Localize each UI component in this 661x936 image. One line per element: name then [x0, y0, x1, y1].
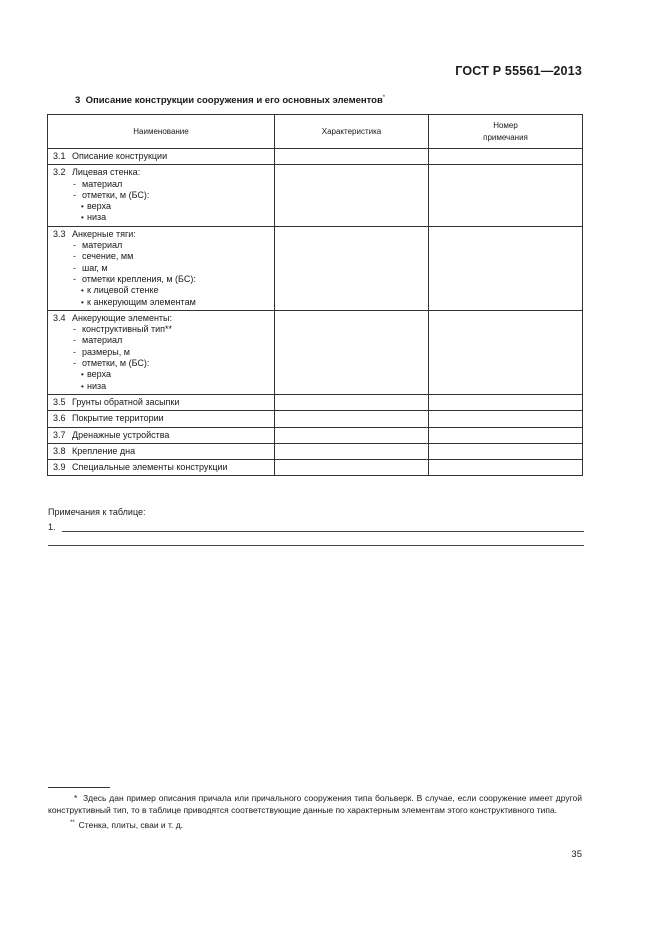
- footnote-rule: [48, 787, 110, 788]
- cell-note-number: [429, 149, 583, 165]
- section-title: [75, 95, 385, 106]
- cell-characteristic: [275, 165, 429, 226]
- row-title: Грунты обратной засыпки: [72, 396, 180, 407]
- subitem-text: отметки, м (БС):: [82, 358, 150, 369]
- cell-note-number: [429, 443, 583, 459]
- subitem-text: низа: [87, 380, 107, 391]
- cell-note-number: [429, 310, 583, 394]
- header-characteristic: Характеристика: [275, 115, 429, 149]
- cell-characteristic: [275, 149, 429, 165]
- subitem-text: низа: [87, 212, 107, 223]
- cell-characteristic: [275, 226, 429, 310]
- cell-note-number: [429, 165, 583, 226]
- dash-marker: -: [73, 262, 76, 273]
- dash-marker: -: [73, 346, 76, 357]
- note-line-2: [48, 545, 584, 546]
- notes-label: Примечания к таблице:: [48, 507, 146, 517]
- row-title: Крепление дна: [72, 445, 136, 456]
- row-subitem: [53, 212, 270, 223]
- row-title: Анкерные тяги:: [72, 228, 136, 239]
- row-subitem: [53, 263, 270, 274]
- subitem-text: сечение, мм: [82, 251, 134, 262]
- header-name: Наименование: [48, 115, 275, 149]
- row-title: Анкерующие элементы:: [72, 312, 173, 323]
- dash-marker: -: [73, 358, 76, 369]
- bullet-marker: •: [81, 370, 84, 380]
- table-row: [48, 165, 583, 226]
- row-subitem: [53, 251, 270, 262]
- dash-marker: -: [73, 251, 76, 262]
- subitem-text: отметки крепления, м (БС):: [82, 273, 196, 284]
- subitem-text: к лицевой стенке: [87, 285, 159, 296]
- row-subitem: [53, 297, 270, 308]
- table-row: [48, 310, 583, 394]
- note-line-1: [62, 531, 584, 532]
- row-subitem: [53, 201, 270, 212]
- subitem-text: к анкерующим элементам: [87, 296, 196, 307]
- row-number: 3.4: [53, 312, 66, 323]
- footnote-1: [48, 792, 582, 816]
- section-footnote-mark: *: [382, 95, 386, 101]
- description-table: [47, 114, 583, 476]
- row-subitem: [53, 358, 270, 369]
- table-row: [48, 394, 583, 410]
- subitem-text: материал: [82, 178, 123, 189]
- document-code: ГОСТ Р 55561—2013: [455, 64, 582, 78]
- cell-name: [48, 149, 275, 165]
- cell-characteristic: [275, 427, 429, 443]
- cell-note-number: [429, 427, 583, 443]
- row-number: 3.2: [53, 167, 66, 178]
- cell-characteristic: [275, 460, 429, 476]
- row-subitem: [53, 240, 270, 251]
- subitem-text: верха: [87, 369, 111, 380]
- dash-marker: -: [73, 324, 76, 335]
- row-title: Специальные элементы конструкции: [72, 462, 228, 473]
- cell-note-number: [429, 226, 583, 310]
- row-subitem: [53, 274, 270, 285]
- dash-marker: -: [73, 189, 76, 200]
- subitem-text: отметки, м (БС):: [82, 189, 150, 200]
- cell-name: [48, 394, 275, 410]
- dash-marker: -: [73, 335, 76, 346]
- dash-marker: -: [73, 240, 76, 251]
- table-row: [48, 443, 583, 459]
- bullet-marker: •: [81, 297, 84, 307]
- footnote-2-mark: **: [70, 820, 75, 826]
- row-number: 3.7: [53, 429, 66, 440]
- row-subitem: [53, 381, 270, 392]
- subitem-text: шаг, м: [82, 262, 108, 273]
- cell-name: [48, 310, 275, 394]
- table-row: [48, 427, 583, 443]
- table-row: [48, 226, 583, 310]
- bullet-marker: •: [81, 213, 84, 223]
- row-number: 3.6: [53, 413, 66, 424]
- subitem-text: верха: [87, 201, 111, 212]
- note-number: 1.: [48, 522, 56, 532]
- footnote-2: [48, 817, 582, 831]
- cell-name: [48, 226, 275, 310]
- row-title: Описание конструкции: [72, 151, 168, 161]
- row-subitem: [53, 347, 270, 358]
- row-subitem: [53, 285, 270, 296]
- cell-characteristic: [275, 443, 429, 459]
- cell-note-number: [429, 411, 583, 427]
- subitem-text: материал: [82, 240, 123, 251]
- cell-name: [48, 427, 275, 443]
- table-row: [48, 411, 583, 427]
- row-number: 3.5: [53, 396, 66, 407]
- row-title: Лицевая стенка:: [72, 167, 141, 178]
- row-number: 3.9: [53, 462, 66, 473]
- table-row: [48, 149, 583, 165]
- row-subitem: [53, 369, 270, 380]
- row-subitem: [53, 179, 270, 190]
- subitem-text: конструктивный тип**: [82, 324, 173, 335]
- section-number: 3: [75, 95, 81, 107]
- cell-name: [48, 411, 275, 427]
- cell-name: [48, 460, 275, 476]
- row-title: Дренажные устройства: [72, 429, 170, 440]
- bullet-marker: •: [81, 286, 84, 296]
- row-number: 3.1: [53, 151, 66, 161]
- cell-note-number: [429, 394, 583, 410]
- cell-note-number: [429, 460, 583, 476]
- table-row: [48, 460, 583, 476]
- footnotes: [48, 792, 582, 831]
- footnote-2-text: Стенка, плиты, сваи и т. д.: [78, 820, 184, 830]
- table-header-row: [48, 115, 583, 149]
- subitem-text: размеры, м: [82, 346, 130, 357]
- cell-characteristic: [275, 411, 429, 427]
- cell-name: [48, 443, 275, 459]
- row-number: 3.8: [53, 445, 66, 456]
- section-title-text: Описание конструкции сооружения и его основных элементов: [85, 95, 383, 107]
- cell-characteristic: [275, 310, 429, 394]
- subitem-text: материал: [82, 335, 123, 346]
- table-body: [48, 149, 583, 476]
- row-title: Покрытие территории: [72, 413, 164, 424]
- dash-marker: -: [73, 273, 76, 284]
- cell-name: [48, 165, 275, 226]
- row-number: 3.3: [53, 228, 66, 239]
- bullet-marker: •: [81, 381, 84, 391]
- row-subitem: [53, 335, 270, 346]
- dash-marker: -: [73, 178, 76, 189]
- row-subitem: [53, 324, 270, 335]
- footnote-1-mark: *: [74, 793, 78, 803]
- page-number: 35: [571, 849, 582, 860]
- footnote-1-text: Здесь дан пример описания причала или причального сооружения типа больверк. В случае, если сооружение имеет другой конструктивный тип, то в таблице приводятся соответствующие данные по характерным элементам этого конструктивного типа.: [48, 793, 582, 815]
- bullet-marker: •: [81, 202, 84, 212]
- row-subitem: [53, 190, 270, 201]
- header-note-number: Номер примечания: [429, 115, 583, 149]
- cell-characteristic: [275, 394, 429, 410]
